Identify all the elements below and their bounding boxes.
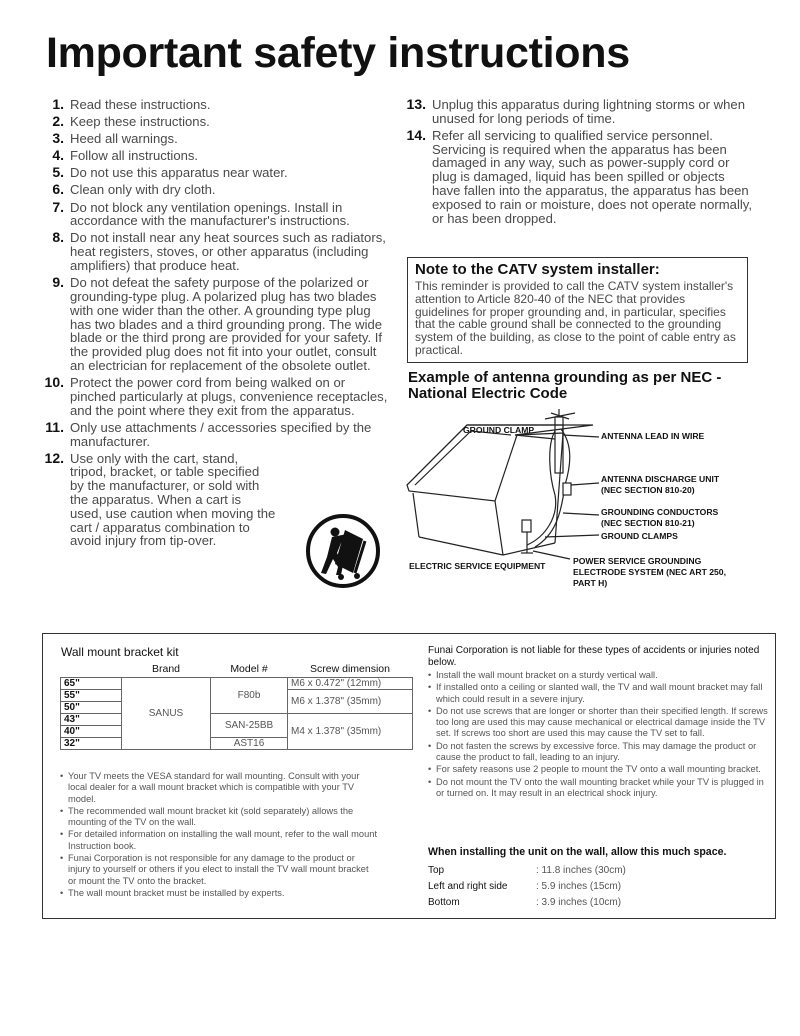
table-header-row [61,663,413,678]
size-cell: 50" [61,702,122,714]
space-label: Left and right side [428,881,508,892]
list-item: • Do not mount the TV onto the wall mounting bracket while your TV is plugged in or turned on. It may result in an electrical shock injury. [428,777,770,800]
screw-cell: M6 x 0.472" (12mm) [288,678,413,690]
model-cell: AST16 [211,738,288,750]
instruction-item [402,126,756,226]
wall-mount-table [60,663,413,750]
instruction-text: Follow all instructions. [70,148,199,164]
screw-cell: M4 x 1.378" (35mm) [288,714,413,750]
list-item: • Funai Corporation is not responsible for any damage to the product or injury to yourself or others if you elect to install the TV wall mount bracket or mount the TV onto the bracket. [60,853,378,887]
instruction-number: 2. [52,113,64,130]
label-discharge-section: (NEC SECTION 810-20) [601,485,695,495]
list-item: • Do not use screws that are longer or shorter than their specified length. If screws too long are used this may cause mechanical or electrical damage inside the TV set. If screws too short are used this may cause the TV set to fall. [428,706,770,740]
instruction-text: Read these instructions. [70,97,211,112]
label-power-service-3: PART H) [573,578,608,588]
cart-tip-over-warning-icon [305,513,381,589]
table-row [61,678,413,690]
space-label: Bottom [428,897,460,908]
table-row [61,714,413,726]
instruction-item [40,115,388,129]
label-power-service-2: ELECTRODE SYSTEM (NEC ART 250, [573,567,726,577]
antenna-grounding-title: Example of antenna grounding as per NEC - National Electric Code [408,369,722,402]
discharge-unit [563,483,571,495]
house-outline [407,425,563,501]
instruction-text: Do not defeat the safety purpose of the polarized or grounding-type plug. A polarized plug has two blades with one wider than the other. A grounding type plug has two blades and a third grounding prong. The wide blade or the third prong are provided for your safety. If the provided plug does not fit into your outlet, consult an electrician for replacement of the obsolete outlet. [70,275,383,373]
size-cell: 65" [61,678,122,690]
model-cell: SAN-25BB [211,714,288,738]
space-heading: When installing the unit on the wall, allow this much space. [428,846,727,858]
label-conductors-section: (NEC SECTION 810-21) [601,518,695,528]
service-equipment-box [522,520,531,532]
instruction-item [40,183,388,197]
instruction-item [40,98,388,112]
instruction-text: Keep these instructions. [70,114,210,130]
instructions-list-right [402,98,756,229]
size-cell: 32" [61,738,122,750]
liability-heading: Funai Corporation is not liable for these types of accidents or injuries noted below. [428,645,760,668]
brand-cell: SANUS [122,678,211,750]
instruction-text: Clean only with dry cloth. [70,182,216,198]
list-item: • Install the wall mount bracket on a sturdy vertical wall. [428,670,770,681]
model-cell: F80b [211,678,288,714]
list-item: • For detailed information on installing the wall mount, refer to the wall mount Instruction book. [60,829,378,852]
instruction-text: Only use attachments / accessories specified by the manufacturer. [70,419,372,449]
label-grounding-conductors: GROUNDING CONDUCTORS [601,507,719,517]
page-title: Important safety instructions [46,29,630,77]
instruction-number: 3. [52,130,64,147]
label-ground-clamps: GROUND CLAMPS [601,531,678,541]
header-model: Model # [230,663,268,675]
space-row-top [428,865,626,876]
instruction-item [40,149,388,163]
instruction-number: 9. [52,274,64,291]
size-cell: 43" [61,714,122,726]
catv-heading: Note to the CATV system installer: [415,261,660,278]
list-item: • Your TV meets the VESA standard for wall mounting. Consult with your local dealer for a wall mount bracket which is compatible with your TV model. [60,771,378,805]
instruction-item [40,276,388,373]
instruction-number: 7. [52,198,64,215]
instruction-item [40,198,388,229]
label-discharge-unit: ANTENNA DISCHARGE UNIT [601,474,720,484]
space-value: : 5.9 inches (15cm) [536,881,622,892]
instruction-text: Use only with the cart, stand, tripod, bracket, or table specified by the manufacturer, or sold with the apparatus. When a cart is used, use caution when moving the cart / apparatus combination to avoid injury from tip-over. [70,450,276,549]
list-item: • Do not fasten the screws by excessive force. This may damage the product or cause the product to fall, leading to an injury. [428,741,770,764]
list-item: • If installed onto a ceiling or slanted wall, the TV and wall mount bracket may fall which could result in a severe injury. [428,682,770,705]
instruction-number: 10. [44,374,64,391]
instruction-number: 8. [52,229,64,246]
header-screw: Screw dimension [310,663,390,675]
instruction-text: Do not install near any heat sources such as radiators, heat registers, stoves, or other apparatus (including amplifiers) that produce heat. [70,230,386,274]
label-power-service-1: POWER SERVICE GROUNDING [573,556,702,566]
instruction-text: Unplug this apparatus during lightning storms or when unused for long periods of time. [432,97,745,126]
wall-mount-notes [60,771,378,900]
instruction-item [40,376,388,417]
instruction-number: 11. [45,418,64,435]
instruction-number: 5. [52,164,64,181]
header-brand: Brand [151,663,181,675]
antenna-grounding-diagram [405,405,775,600]
instruction-text: Protect the power cord from being walked on or pinched particularly at plugs, convenience receptacles, and the point where they exit from the apparatus. [70,375,388,418]
space-label: Top [428,865,445,876]
instruction-text: Do not use this apparatus near water. [70,165,288,181]
instruction-number: 4. [52,147,64,164]
instruction-item [402,98,756,126]
instruction-number: 13. [406,96,426,112]
instruction-item [40,132,388,146]
instruction-item [40,166,388,180]
wall-mount-title: Wall mount bracket kit [61,645,179,659]
instruction-number: 14. [406,126,426,143]
list-item: • The wall mount bracket must be installed by experts. [60,888,378,899]
instruction-text: Refer all servicing to qualified service personnel. Servicing is required when the apparatus has been damaged in any way, such as power-supply cord or plug is damaged, liquid has been spilled or objects have fallen into the apparatus, the apparatus has been exposed to rain or moisture, does not operate normally, or has been dropped. [432,127,752,226]
space-row-sides [428,881,621,892]
size-cell: 55" [61,690,122,702]
instruction-number: 6. [52,181,64,198]
label-ground-clamp: GROUND CLAMP [463,425,535,435]
space-value: : 11.8 inches (30cm) [536,865,626,876]
list-item: • The recommended wall mount bracket kit (sold separately) allows the mounting of the TV on the wall. [60,806,378,829]
liability-notes [428,670,770,800]
instruction-number: 12. [44,449,64,466]
instruction-text: Heed all warnings. [70,131,178,147]
catv-note-box [407,257,748,363]
label-lead-in-wire: ANTENNA LEAD IN WIRE [601,431,705,441]
space-row-bottom [428,897,621,908]
instruction-text: Do not block any ventilation openings. Install in accordance with the manufacturer's instructions. [70,199,350,229]
space-value: : 3.9 inches (10cm) [536,897,622,908]
instruction-number: 1. [52,96,64,112]
size-cell: 40" [61,726,122,738]
instruction-item [40,231,388,272]
list-item: • For safety reasons use 2 people to mount the TV onto a wall mounting bracket. [428,764,770,775]
instructions-list-left [40,98,388,551]
instruction-item [40,418,388,449]
screw-cell: M6 x 1.378" (35mm) [288,690,413,714]
catv-body: This reminder is provided to call the CATV system installer's attention to Article 820-40 of the NEC that provides guidelines for proper grounding and, in particular, specifies that the cable ground shall be connected to the grounding system of the building, as close to the point of cable entry as practical. [415,279,736,357]
label-electric-service: ELECTRIC SERVICE EQUIPMENT [409,561,546,571]
